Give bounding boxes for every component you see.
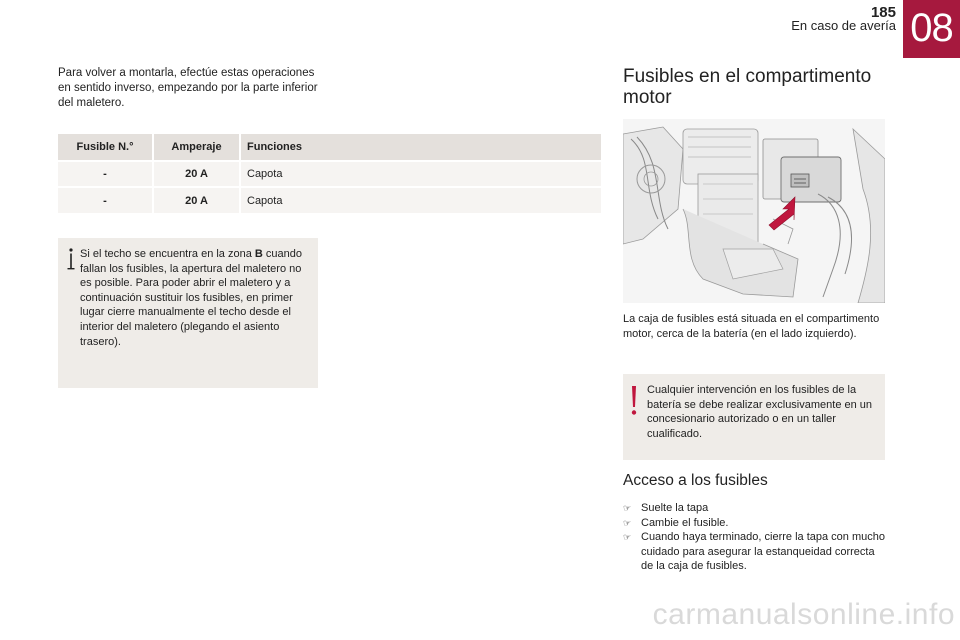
engine-fuses-heading: Fusibles en el compartimento motor — [623, 66, 872, 108]
zone-label: B — [254, 248, 263, 260]
right-arrow-icon: ☞ — [623, 517, 632, 528]
exclamation-icon — [631, 386, 637, 416]
right-arrow-icon: ☞ — [623, 503, 632, 513]
info-icon — [67, 248, 75, 270]
header-fuse-number: Fusible N.° — [58, 134, 153, 161]
step-text: Suelte la tapa — [641, 502, 709, 514]
table-header-row — [58, 134, 601, 161]
engine-illustration — [623, 119, 885, 303]
list-item — [623, 530, 888, 574]
step-text: Cambie el fusible. — [641, 516, 729, 529]
cell-amperage: 20 A — [153, 187, 240, 213]
cell-fuse-number: - — [58, 161, 153, 187]
watermark: carmanualsonline.info — [652, 598, 955, 631]
list-item — [623, 516, 888, 531]
table-row — [58, 187, 601, 213]
intro-text: Para volver a montarla, efectúe estas operaciones en sentido inverso, empezando por la parte inferior del maletero. — [58, 67, 318, 109]
info-box — [58, 238, 318, 388]
table-row — [58, 161, 601, 187]
cell-function: Capota — [240, 161, 601, 187]
warning-text: Cualquier intervención en los fusibles de la batería se debe realizar exclusivamente en un concesionario autorizado o en un taller cualificado. — [647, 384, 873, 440]
fuse-box-location-text: La caja de fusibles está situada en el compartimento motor, cerca de la batería (en el lado izquierdo). — [623, 313, 880, 340]
info-text — [80, 247, 312, 349]
fuse-access-heading: Acceso a los fusibles — [623, 472, 768, 489]
info-text-start: Si el techo se encuentra en la zona — [80, 248, 255, 260]
step-text: Cuando haya terminado, cierre la tapa con mucho cuidado para asegurar la estanqueidad correcta de la caja de fusibles. — [641, 531, 885, 572]
cell-amperage: 20 A — [153, 161, 240, 187]
engine-compartment-image — [623, 119, 885, 303]
info-text-end: cuando fallan los fusibles, la apertura del maletero no es posible. Para poder abrir el maletero y a continuación sustituir los fusibles, en primer lugar cierre manualmente el techo desde el interior del maletero (plegando el asiento trasero). — [80, 248, 303, 348]
header-amperage: Amperaje — [153, 134, 240, 161]
section-title: En caso de avería — [791, 18, 896, 33]
header-functions: Funciones — [240, 134, 601, 161]
warning-box — [623, 374, 885, 460]
fuse-table — [58, 134, 601, 213]
page-number: 185 — [870, 4, 896, 21]
right-arrow-icon: ☞ — [623, 532, 632, 542]
chapter-tab: 08 — [903, 0, 960, 58]
cell-function: Capota — [240, 187, 601, 213]
cell-fuse-number: - — [58, 187, 153, 213]
steps-list — [623, 501, 888, 574]
list-item — [623, 501, 888, 516]
